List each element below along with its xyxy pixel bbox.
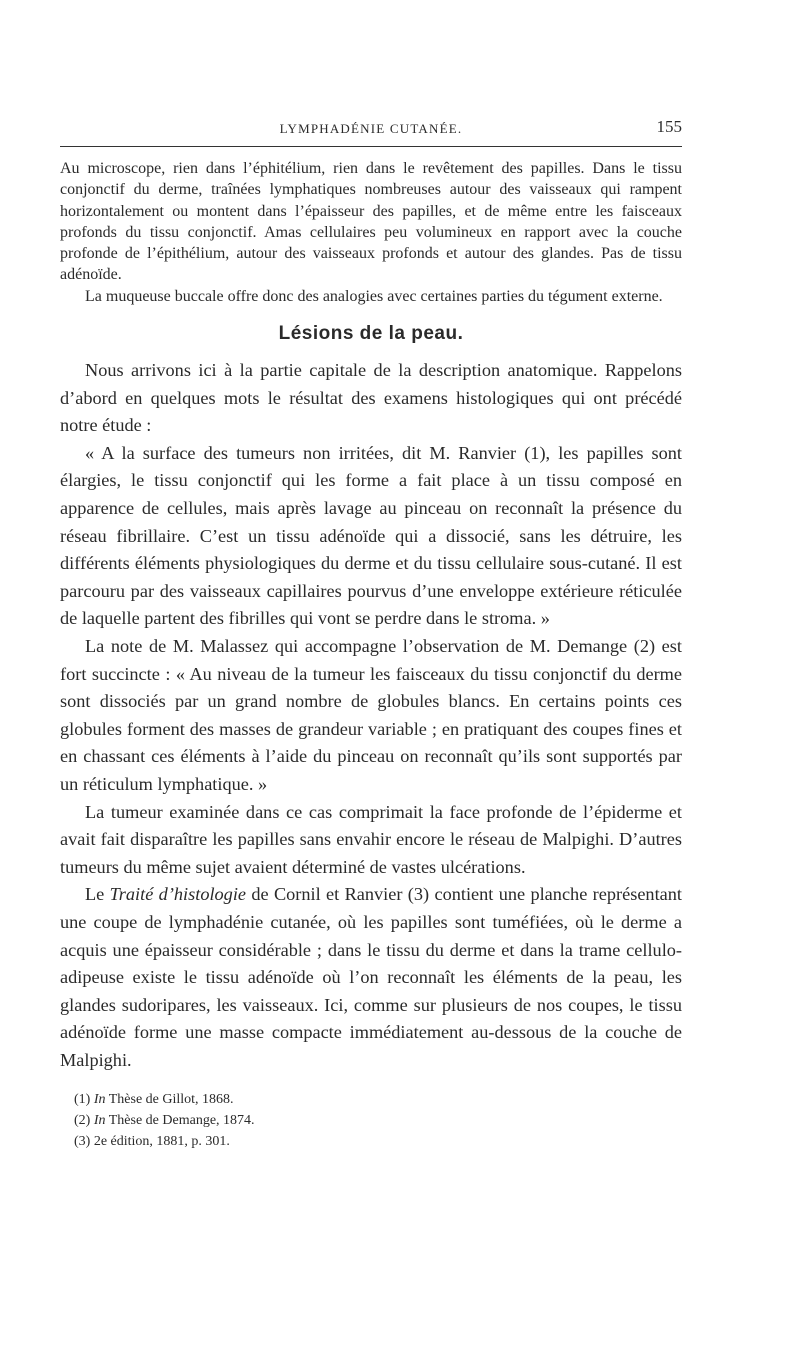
footnote-mark: (2)	[74, 1112, 94, 1128]
page-body	[60, 158, 682, 1152]
page-number: 155	[656, 117, 682, 136]
footnote	[74, 1110, 682, 1131]
footnote-italic: In	[93, 1091, 106, 1107]
intro-paragraph: La muqueuse buccale offre donc des analogies avec certaines parties du tégument externe.	[85, 287, 663, 305]
footnote-italic: In	[93, 1112, 106, 1128]
text-run: Le	[85, 884, 110, 905]
footnote	[74, 1089, 682, 1110]
page-header	[60, 115, 682, 141]
footnote-mark: (1)	[74, 1091, 94, 1107]
paragraph: La tumeur examinée dans ce cas comprimait la face profonde de l’épiderme et avait fait disparaître les papilles sans envahir encore le réseau de Malpighi. D’autres tumeurs du même sujet avaient déterminé de vastes ulcérations.	[60, 801, 682, 877]
paragraph: « A la surface des tumeurs non irritées, dit M. Ranvier (1), les papilles sont élargies, le tissu conjonctif qui les forme a fait place à un tissu composé en apparence de cellules, mais après lavage au pinceau on reconnaît la présence du réseau fibrillaire. C’est un tissu adénoïde qui a dissocié, sans les détruire, les différents éléments physiologiques du derme et du tissu cellulaire sous-cutané. Il est parcouru par des vaisseaux capillaires pourvus d’une enveloppe extérieure réticulée de laquelle partent des fibrilles qui vont se perdre dans le stroma. »	[60, 442, 682, 629]
header-rule	[60, 146, 682, 147]
footnote-text: Thèse de Demange, 1874.	[105, 1112, 255, 1128]
footnote	[74, 1131, 682, 1152]
intro-block	[60, 158, 682, 307]
text-run: de Cornil et Ranvier (3) contient une planche représentant une coupe de lymphadénie cutanée, où les papilles sont tuméfiées, où le derme a acquis une épaisseur considérable ; dans le tissu du derme et dans la trame cellulo-adipeuse existe le tissu adénoïde où l’on reconnaît les éléments de la peau, les glandes sudoripares, les vaisseaux. Ici, comme sur plusieurs de nos coupes, le tissu adénoïde forme une masse compacte immédiatement au-dessous de la couche de Malpighi.	[60, 884, 682, 1070]
footnotes	[74, 1089, 682, 1152]
book-title: Traité d’histologie	[109, 884, 247, 905]
paragraph	[60, 881, 682, 1074]
paragraph: Nous arrivons ici à la partie capitale de la description anatomique. Rappelons d’abord en quelques mots le résultat des examens histologiques qui ont précédé notre étude :	[60, 360, 682, 436]
footnote-mark: (3)	[74, 1133, 94, 1149]
paragraph: La note de M. Malassez qui accompagne l’observation de M. Demange (2) est fort succincte : « Au niveau de la tumeur les faisceaux du tissu conjonctif du derme sont dissociés par un grand nombre de globules blancs. En certains points ces globules forment des masses de grandeur variable ; en pratiquant des coupes fines et en chassant ces éléments à l’aide du pinceau on reconnaît qu’ils sont supportés par un réticulum lymphatique. »	[60, 636, 682, 794]
section-heading: Lésions de la peau.	[278, 323, 464, 345]
footnote-text: 2e édition, 1881, p. 301.	[93, 1133, 230, 1149]
running-title: LYMPHADÉNIE CUTANÉE.	[279, 121, 463, 136]
footnote-text: Thèse de Gillot, 1868.	[105, 1091, 234, 1107]
main-text	[60, 357, 682, 1074]
intro-paragraph: Au microscope, rien dans l’éphitélium, rien dans le revêtement des papilles. Dans le tissu conjonctif du derme, traînées lymphatiques nombreuses autour des vaisseaux qui rampent horizontalement ou montent dans l’épaisseur des papilles, et de même entre les faisceaux profonds du tissu conjonctif. Amas cellulaires peu volumineux en rapport avec la couche profonde de l’épithélium, autour des vaisseaux profonds et autour des glandes. Pas de tissu adénoïde.	[60, 160, 682, 284]
